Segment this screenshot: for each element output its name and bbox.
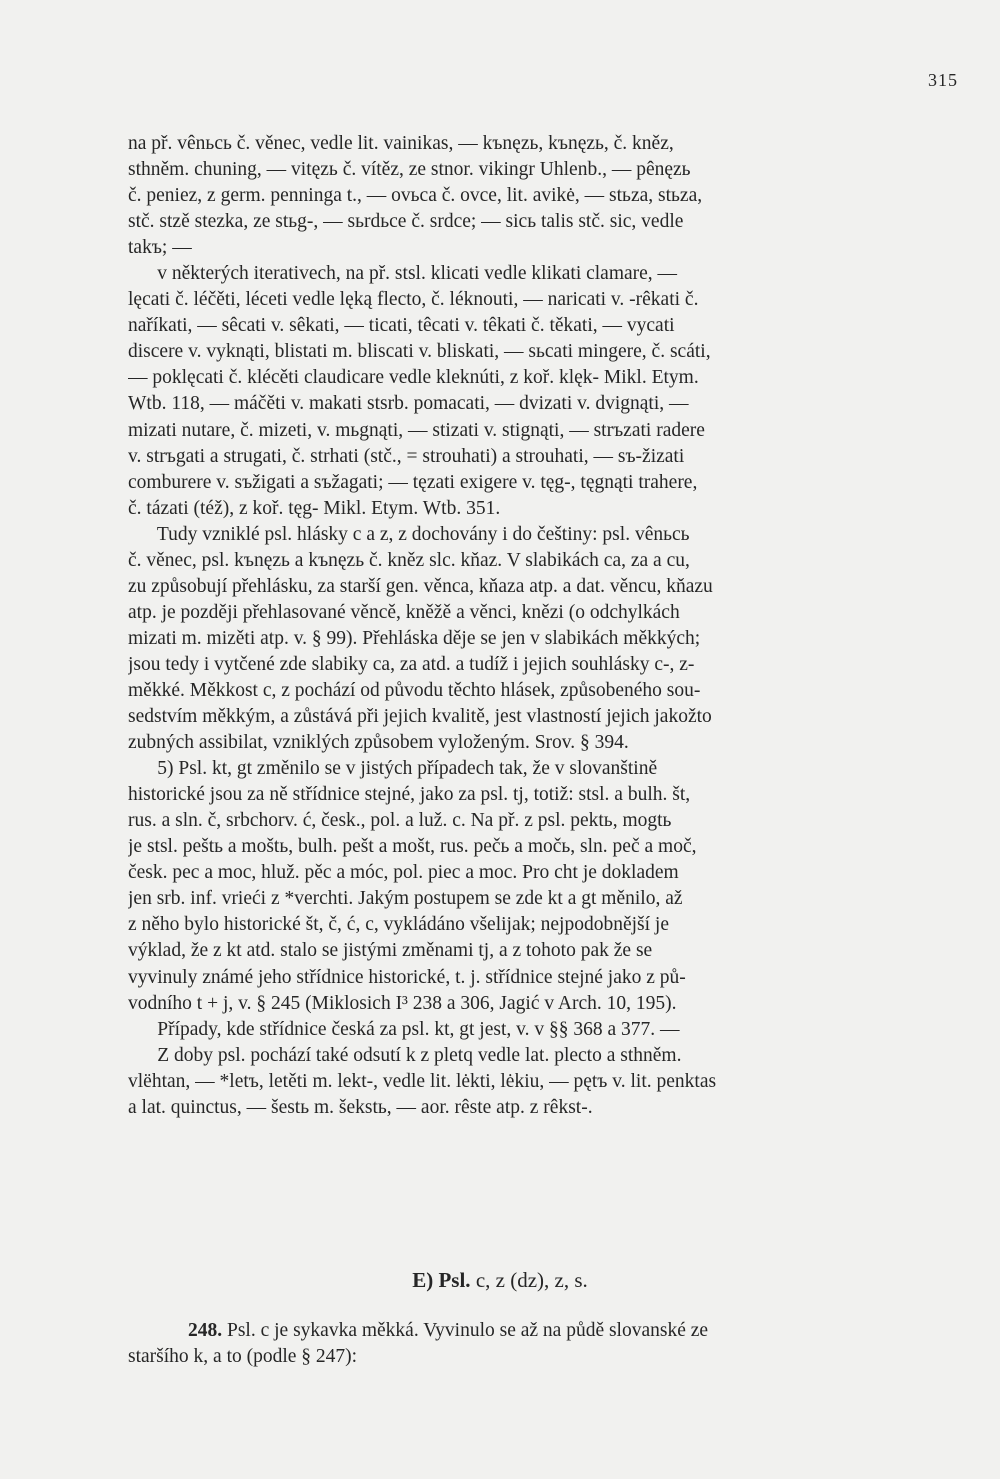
text-line: discere v. vyknąti, blistati m. bliscati v. bliskati, — sьcati mingere, č. scáti, (128, 341, 711, 363)
text-line: comburere v. sъžigati a sъžagati; — tęzati exigere v. tęg-, tęgnąti trahere, (128, 471, 698, 493)
text-line: atp. je později přehlasované věncě, kněžě a věnci, knězi (o odchylkách (128, 601, 680, 623)
text-line: č. tázati (též), z koř. tęg- Mikl. Etym. Wtb. 351. (128, 497, 501, 519)
body-text (128, 131, 934, 1121)
section-line (128, 1318, 934, 1344)
text-line: v. strъgati a strugati, č. strhati (stč., = strouhati) a strouhati, — sъ-žizati (128, 445, 685, 467)
text-line: výklad, že z kt atd. stalo se jistými změnami tj, a z tohoto pak že se (128, 940, 653, 962)
text-line: — poklęcati č. klécěti claudicare vedle kleknúti, z koř. klęk- Mikl. Etym. (128, 367, 699, 389)
section-248 (128, 1318, 934, 1370)
text-line: Wtb. 118, — máčěti v. makati stsrb. pomacati, — dvizati v. dvignąti, — (128, 393, 689, 415)
text-line: vodního t + j, v. § 245 (Miklosich I³ 238 a 306, Jagić v Arch. 10, 195). (128, 992, 677, 1014)
text-line: vlëhtan, — *letъ, letěti m. lekt-, vedle lit. lėkti, lėkiu, — pętъ v. lit. penktas (128, 1070, 717, 1092)
section-number: 248. (188, 1320, 223, 1341)
text-line: jen srb. inf. vrieći z *verchti. Jakým postupem se zde kt a gt měnilo, až (128, 888, 683, 910)
section-heading-rest: c, z (dz), z, s. (470, 1268, 588, 1292)
text-line: č. peniez, z germ. penninga t., — ovьca č. ovce, lit. avikė, — stьza, stьza, (128, 185, 703, 207)
section-heading-prefix: E) Psl. (412, 1268, 471, 1292)
text-line: Tudy vzniklé psl. hlásky c a z, z dochovány i do češtiny: psl. vênьcь (128, 523, 690, 545)
text-line: zu způsobují přehlásku, za starší gen. věnca, kňaza atp. a dat. věncu, kňazu (128, 575, 713, 597)
text-line: zubných assibilat, vzniklých způsobem vyloženým. Srov. § 394. (128, 732, 629, 754)
text-line: je stsl. peštь a moštь, bulh. pešt a mošt, rus. pečь a močь, sln. peč a moč, (128, 836, 697, 858)
text-line: lęcati č. léčěti, léceti vedle lęką flecto, č. léknouti, — naricati v. -rêkati č. (128, 289, 699, 311)
text-line: mizati m. mizěti atp. v. § 99). Přehláska děje se jen v slabikách měkkých; (128, 627, 701, 649)
text-line: jsou tedy i vytčené zde slabiky ca, za atd. a tudíž i jejich souhlásky c-, z- (128, 653, 695, 675)
text-line: v některých iterativech, na př. stsl. klicati vedle klikati clamare, — (128, 263, 678, 285)
text-line: z něho bylo historické št, č, ć, c, vykládáno všelijak; nejpodobnější je (128, 914, 669, 936)
section-line-1-text: Psl. c je sykavka měkká. Vyvinulo se až na půdě slovanské ze (222, 1320, 709, 1341)
page-number: 315 (928, 70, 958, 90)
text-line: historické jsou za ně střídnice stejné, jako za psl. tj, totiž: stsl. a bulh. št, (128, 784, 691, 806)
text-line: česk. pec a moc, hluž. pěc a móc, pol. piec a moc. Pro cht je dokladem (128, 862, 679, 884)
text-line: Z doby psl. pochází také odsutí k z pletq vedle lat. plecto a sthněm. (128, 1044, 682, 1066)
text-line: měkké. Měkkost c, z pochází od původu těchto hlásek, způsobeného sou- (128, 679, 701, 701)
text-line: sedstvím měkkým, a zůstává při jejich kvalitě, jest vlastností jejich jakožto (128, 706, 712, 728)
text-line: sthněm. chuning, — vitęzь č. vítěz, ze stnor. vikingr Uhlenb., — pênęzь (128, 159, 691, 181)
text-line: na př. vênьcь č. věnec, vedle lit. vainikas, — kъnęzь, kъnęzь, č. kněz, (128, 133, 674, 154)
text-line: 5) Psl. kt, gt změnilo se v jistých případech tak, že v slovanštině (128, 758, 658, 780)
section-heading (0, 1268, 1000, 1293)
text-line: Případy, kde střídnice česká za psl. kt, gt jest, v. v §§ 368 a 377. — (128, 1018, 680, 1040)
text-line: takъ; — (128, 237, 192, 259)
text-line: mizati nutare, č. mizeti, v. mьgnąti, — stizati v. stignąti, — strъzati radere (128, 419, 705, 441)
text-line: a lat. quinctus, — šestь m. šekstь, — aor. rêste atp. z rêkst-. (128, 1096, 593, 1118)
text-line: vyvinuly známé jeho střídnice historické, t. j. střídnice stejné jako z pů- (128, 966, 686, 988)
section-line: staršího k, a to (podle § 247): (128, 1346, 358, 1368)
text-line: stč. stzě stezka, ze stьg-, — sьrdьce č. srdce; — sicь talis stč. sic, vedle (128, 211, 684, 233)
text-line: rus. a sln. č, srbchorv. ć, česk., pol. a luž. c. Na př. z psl. pektь, mogtь (128, 810, 672, 832)
text-line: č. věnec, psl. kъnęzь a kъnęzь č. kněz slc. kňaz. V slabikách ca, za a cu, (128, 549, 690, 571)
text-line: naříkati, — sêcati v. sêkati, — ticati, têcati v. têkati č. těkati, — vycati (128, 315, 675, 337)
